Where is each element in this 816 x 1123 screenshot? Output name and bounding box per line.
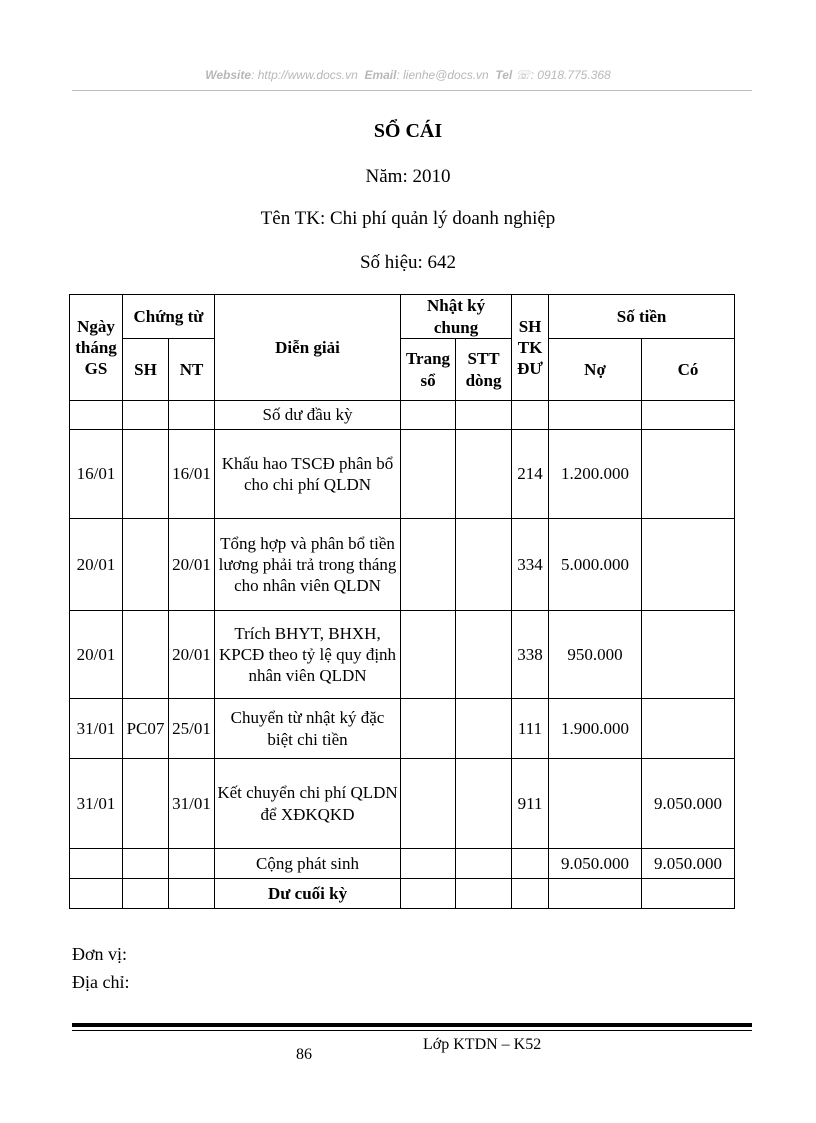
header-amount: Số tiền: [549, 295, 735, 339]
header-date: Ngày tháng GS: [70, 295, 123, 401]
header-journal: Nhật ký chung: [401, 295, 512, 339]
row-voucher-nt: 16/01: [169, 430, 215, 519]
row-voucher-sh: [123, 430, 169, 519]
header-debit: Nợ: [549, 339, 642, 401]
footer-divider-thin: [72, 1030, 752, 1031]
email-label: Email: [364, 68, 397, 82]
header-voucher: Chứng từ: [123, 295, 215, 339]
header-description: Diễn giải: [215, 295, 401, 401]
row-credit: [642, 430, 735, 519]
header-voucher-sh: SH: [123, 339, 169, 401]
total-row: [70, 849, 735, 879]
row-date: 16/01: [70, 430, 123, 519]
row-debit: 1.900.000: [549, 699, 642, 759]
ledger-title: SỔ CÁI: [373, 120, 443, 142]
row-journal-page: [401, 699, 456, 759]
row-journal-page: [401, 519, 456, 611]
row-description: Trích BHYT, BHXH, KPCĐ theo tỷ lệ quy định nhân viên QLDN: [215, 611, 401, 699]
row-debit: 1.200.000: [549, 430, 642, 519]
email-address: : lienhe@docs.vn: [396, 68, 489, 82]
unit-label: Đơn vị:: [72, 944, 128, 964]
row-credit: [642, 519, 735, 611]
row-contra-account: 111: [512, 699, 549, 759]
row-date: 31/01: [70, 759, 123, 849]
row-credit: 9.050.000: [642, 759, 735, 849]
row-debit: [549, 759, 642, 849]
tel-label: Tel: [495, 68, 513, 82]
header-journal-line: STT dòng: [456, 339, 512, 401]
row-voucher-nt: 31/01: [169, 759, 215, 849]
row-journal-line: [456, 699, 512, 759]
row-date: 31/01: [70, 699, 123, 759]
row-debit: 5.000.000: [549, 519, 642, 611]
row-debit: 950.000: [549, 611, 642, 699]
row-contra-account: 214: [512, 430, 549, 519]
page-number: 86: [296, 1046, 312, 1063]
header-divider: [72, 90, 752, 91]
opening-balance-label: Số dư đầu kỳ: [215, 401, 401, 430]
row-voucher-nt: 25/01: [169, 699, 215, 759]
row-credit: [642, 611, 735, 699]
header-contra-account: SH TK ĐƯ: [512, 295, 549, 401]
closing-balance-row: [70, 879, 735, 909]
header-credit: Có: [642, 339, 735, 401]
row-date: 20/01: [70, 519, 123, 611]
row-contra-account: 911: [512, 759, 549, 849]
website-label: Website: [205, 68, 252, 82]
table-row: [70, 759, 735, 849]
ledger-year: Năm: 2010: [365, 166, 451, 187]
table-row: [70, 611, 735, 699]
row-journal-page: [401, 759, 456, 849]
row-description: Chuyển từ nhật ký đặc biệt chi tiền: [215, 699, 401, 759]
tel-number: : 0918.775.368: [530, 68, 611, 82]
row-journal-line: [456, 759, 512, 849]
row-description: Kết chuyển chi phí QLDN để XĐKQKD: [215, 759, 401, 849]
page-header: [0, 68, 816, 82]
row-credit: [642, 699, 735, 759]
account-name: Tên TK: Chi phí quản lý doanh nghiệp: [260, 208, 556, 229]
row-contra-account: 338: [512, 611, 549, 699]
row-journal-line: [456, 611, 512, 699]
closing-balance-label: Dư cuối kỳ: [215, 879, 401, 909]
row-date: 20/01: [70, 611, 123, 699]
row-contra-account: 334: [512, 519, 549, 611]
row-voucher-sh: [123, 611, 169, 699]
total-debit: 9.050.000: [549, 849, 642, 879]
header-voucher-nt: NT: [169, 339, 215, 401]
address-label: Địa chỉ:: [72, 972, 130, 992]
phone-icon: ☏: [515, 68, 531, 82]
row-journal-page: [401, 611, 456, 699]
opening-balance-row: [70, 401, 735, 430]
general-ledger-table: [69, 294, 735, 909]
row-description: Khấu hao TSCĐ phân bổ cho chi phí QLDN: [215, 430, 401, 519]
website-url: : http://www.docs.vn: [251, 68, 358, 82]
account-number: Số hiệu: 642: [359, 252, 457, 273]
row-journal-line: [456, 519, 512, 611]
table-row: [70, 699, 735, 759]
table-row: [70, 519, 735, 611]
total-label: Cộng phát sinh: [215, 849, 401, 879]
row-journal-page: [401, 430, 456, 519]
row-voucher-sh: [123, 519, 169, 611]
row-description: Tổng hợp và phân bổ tiền lương phải trả trong tháng cho nhân viên QLDN: [215, 519, 401, 611]
total-credit: 9.050.000: [642, 849, 735, 879]
class-name: Lớp KTDN – K52: [423, 1036, 542, 1053]
table-row: [70, 430, 735, 519]
row-voucher-nt: 20/01: [169, 611, 215, 699]
row-voucher-nt: 20/01: [169, 519, 215, 611]
row-journal-line: [456, 430, 512, 519]
row-voucher-sh: PC07: [123, 699, 169, 759]
header-journal-page: Trang sổ: [401, 339, 456, 401]
row-voucher-sh: [123, 759, 169, 849]
footer-divider-thick: [72, 1023, 752, 1027]
